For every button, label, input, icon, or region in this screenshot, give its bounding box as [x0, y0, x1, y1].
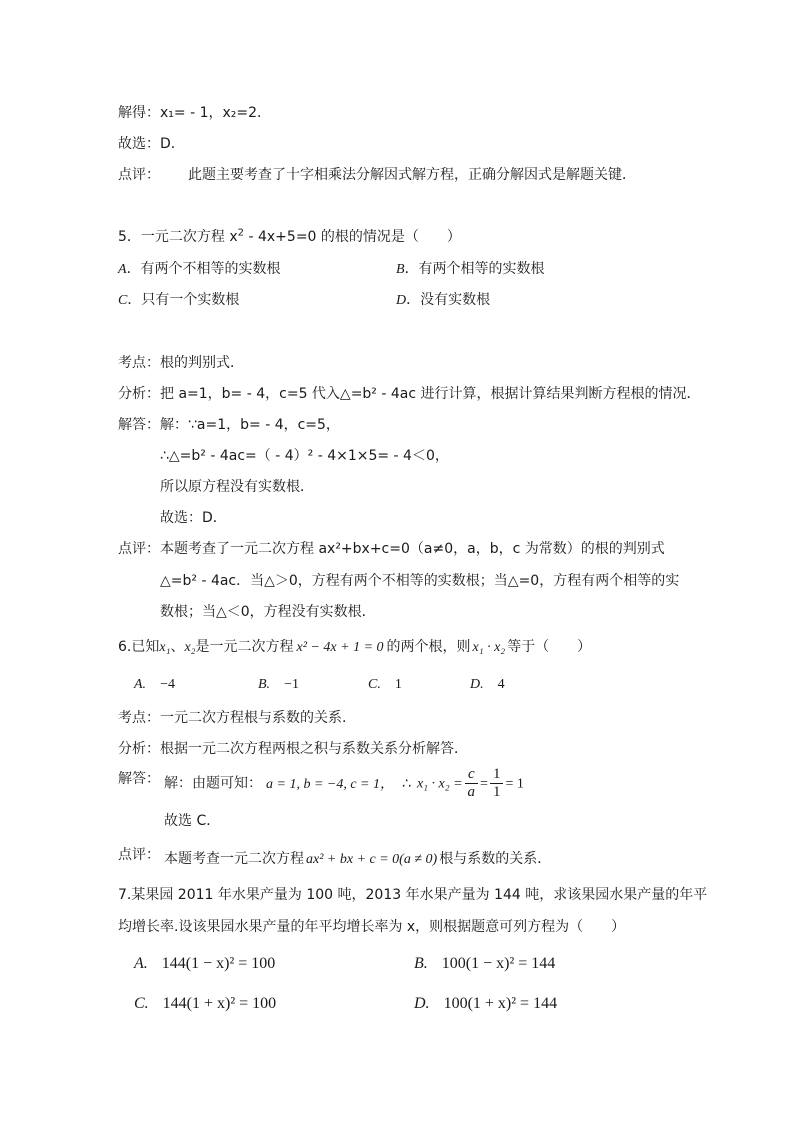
- q6-dianping-eq: ax² + bx + c = 0(a ≠ 0): [306, 852, 438, 867]
- q6-option-c: [368, 676, 402, 694]
- q6-jieda-label: 解答：: [118, 771, 160, 787]
- q6-option-b-value: −1: [284, 677, 299, 692]
- q5-option-d: [396, 291, 490, 310]
- q5-option-c: [118, 291, 239, 310]
- q5-option-a-letter: A: [118, 262, 127, 277]
- q6-frac2-num: 1: [490, 766, 504, 784]
- q6-frac-1-over-1: [490, 766, 504, 801]
- q5-stem: [118, 228, 461, 246]
- q7-option-a: [134, 955, 275, 973]
- q6-guxuan: 故选 C．: [164, 813, 221, 829]
- q6-jieda-therefore: ∴: [402, 775, 411, 792]
- q6-eq-sign: =: [480, 776, 488, 792]
- q6-option-c-letter: C.: [368, 677, 381, 692]
- q6-stem-prod: x₁ · x₂: [472, 640, 506, 655]
- q7-option-d-expr: 100(1 + x)² = 144: [443, 995, 558, 1012]
- q5-stem-prefix: 5．一元二次方程 x: [118, 229, 238, 245]
- q6-dianping: [164, 850, 551, 869]
- q6-option-a-letter: A.: [134, 677, 147, 692]
- q6-frac2-den: 1: [492, 784, 501, 800]
- q6-stem-b: 是一元二次方程: [195, 639, 294, 655]
- q7-option-c-expr: 144(1 + x)² = 100: [162, 995, 277, 1012]
- q7-stem-2: 均增长率.设该果园水果产量的年平均增长率为 x，则根据题意可列方程为（ ）: [118, 919, 626, 935]
- q6-option-a-value: −4: [160, 677, 175, 692]
- q6-option-a: [134, 676, 175, 694]
- q5-option-a-text: ．有两个不相等的实数根: [126, 261, 281, 277]
- q7-stem-1: 7.某果园 2011 年水果产量为 100 吨，2013 年水果产量为 144 吨，求该果园水果产量的年平: [118, 887, 708, 903]
- q6-jieda-prod: x₁ · x₂ =: [416, 776, 463, 792]
- q6-stem: [118, 638, 591, 657]
- q5-option-d-text: ．没有实数根: [406, 292, 491, 308]
- q7-option-c: [134, 995, 276, 1013]
- q6-stem-sep: 、: [170, 639, 185, 655]
- q6-fenxi: 分析：根据一元二次方程两根之积与系数关系分析解答．: [118, 741, 468, 757]
- q5-dianping-1: 点评：本题考查了一元二次方程 ax²+bx+c=0（a≠0，a，b，c 为常数）的根的判别式: [118, 541, 665, 557]
- q6-option-b-letter: B.: [258, 677, 271, 692]
- q5-kaodian: 考点：根的判别式．: [118, 355, 244, 371]
- q6-dianping-label: 点评：: [118, 847, 160, 863]
- q6-kaodian: 考点：一元二次方程根与系数的关系.: [118, 710, 347, 726]
- q6-option-d-value: 4: [497, 677, 505, 692]
- q7-option-a-letter: A.: [134, 955, 148, 972]
- q6-frac1-den: a: [467, 784, 476, 800]
- q7-option-d-letter: D.: [414, 995, 430, 1012]
- q6-jieda-vals: a = 1, b = −4, c = 1，: [266, 776, 395, 792]
- q6-frac1-num: c: [465, 766, 479, 784]
- q5-jieda-2: ∴△=b² - 4ac=（ - 4）² - 4×1×5= - 4＜0，: [160, 448, 449, 464]
- q6-frac-c-over-a: [465, 766, 479, 801]
- q7-option-b-letter: B.: [414, 955, 428, 972]
- q5-dianping-2: △=b² - 4ac．当△＞0，方程有两个不相等的实数根；当△=0，方程有两个相等的实: [160, 573, 680, 589]
- q4-review-label: 点评：: [118, 167, 160, 183]
- q5-jieda-1: 解答：解：∵a=1，b= - 4，c=5，: [118, 417, 340, 433]
- q5-dianping-3: 数根；当△＜0，方程没有实数根．: [160, 604, 376, 620]
- q6-jieda: [164, 766, 524, 800]
- q5-jieda-3: 所以原方程没有实数根．: [160, 479, 314, 495]
- q6-stem-a: 6.已知: [118, 639, 160, 655]
- q4-review-text: 此题主要考查了十字相乘法分解因式解方程，正确分解因式是解题关键．: [188, 167, 636, 183]
- q5-fenxi: 分析：把 a=1，b= - 4，c=5 代入△=b² - 4ac 进行计算，根据计算结果判断方程根的情况．: [118, 386, 701, 402]
- q6-option-d-letter: D.: [470, 677, 484, 692]
- q6-option-c-value: 1: [394, 677, 402, 692]
- q7-option-d: [414, 995, 557, 1013]
- q5-stem-suffix: - 4x+5=0 的根的情况是（ ）: [244, 229, 461, 245]
- q6-dianping-text-a: 本题考查一元二次方程: [164, 851, 304, 867]
- q4-review: [118, 166, 636, 184]
- q5-option-b-letter: B: [396, 262, 405, 277]
- q5-stem-sup: 2: [237, 227, 245, 239]
- q6-stem-d: 等于（ ）: [507, 639, 592, 655]
- q7-option-b: [414, 955, 555, 973]
- q5-option-b: [396, 260, 545, 279]
- q6-jieda-text: 解：由题可知：: [164, 775, 262, 792]
- q6-stem-eq: x² − 4x + 1 = 0: [296, 640, 384, 655]
- q4-choice-line: 故选：D．: [118, 136, 185, 152]
- q7-option-b-expr: 100(1 − x)² = 144: [441, 955, 556, 972]
- q6-stem-x1: x₁: [159, 640, 171, 655]
- q7-option-c-letter: C.: [134, 995, 149, 1012]
- q7-option-a-expr: 144(1 − x)² = 100: [161, 955, 276, 972]
- q6-option-b: [258, 676, 299, 694]
- q5-option-a: [118, 260, 281, 279]
- q5-option-d-letter: D: [396, 293, 407, 308]
- q5-option-c-text: ．只有一个实数根: [127, 292, 240, 308]
- q5-option-c-letter: C: [118, 293, 128, 308]
- q6-option-d: [470, 676, 505, 694]
- q6-jieda-result: = 1: [505, 776, 524, 792]
- q6-dianping-text-b: 根与系数的关系．: [439, 851, 552, 867]
- q5-option-b-text: ．有两个相等的实数根: [404, 261, 545, 277]
- q5-jieda-4: 故选：D．: [160, 510, 227, 526]
- q4-solution-line: 解得：x₁= - 1，x₂=2．: [118, 105, 272, 121]
- q6-stem-c: 的两个根，则: [386, 639, 471, 655]
- q6-stem-x2: x₂: [184, 640, 196, 655]
